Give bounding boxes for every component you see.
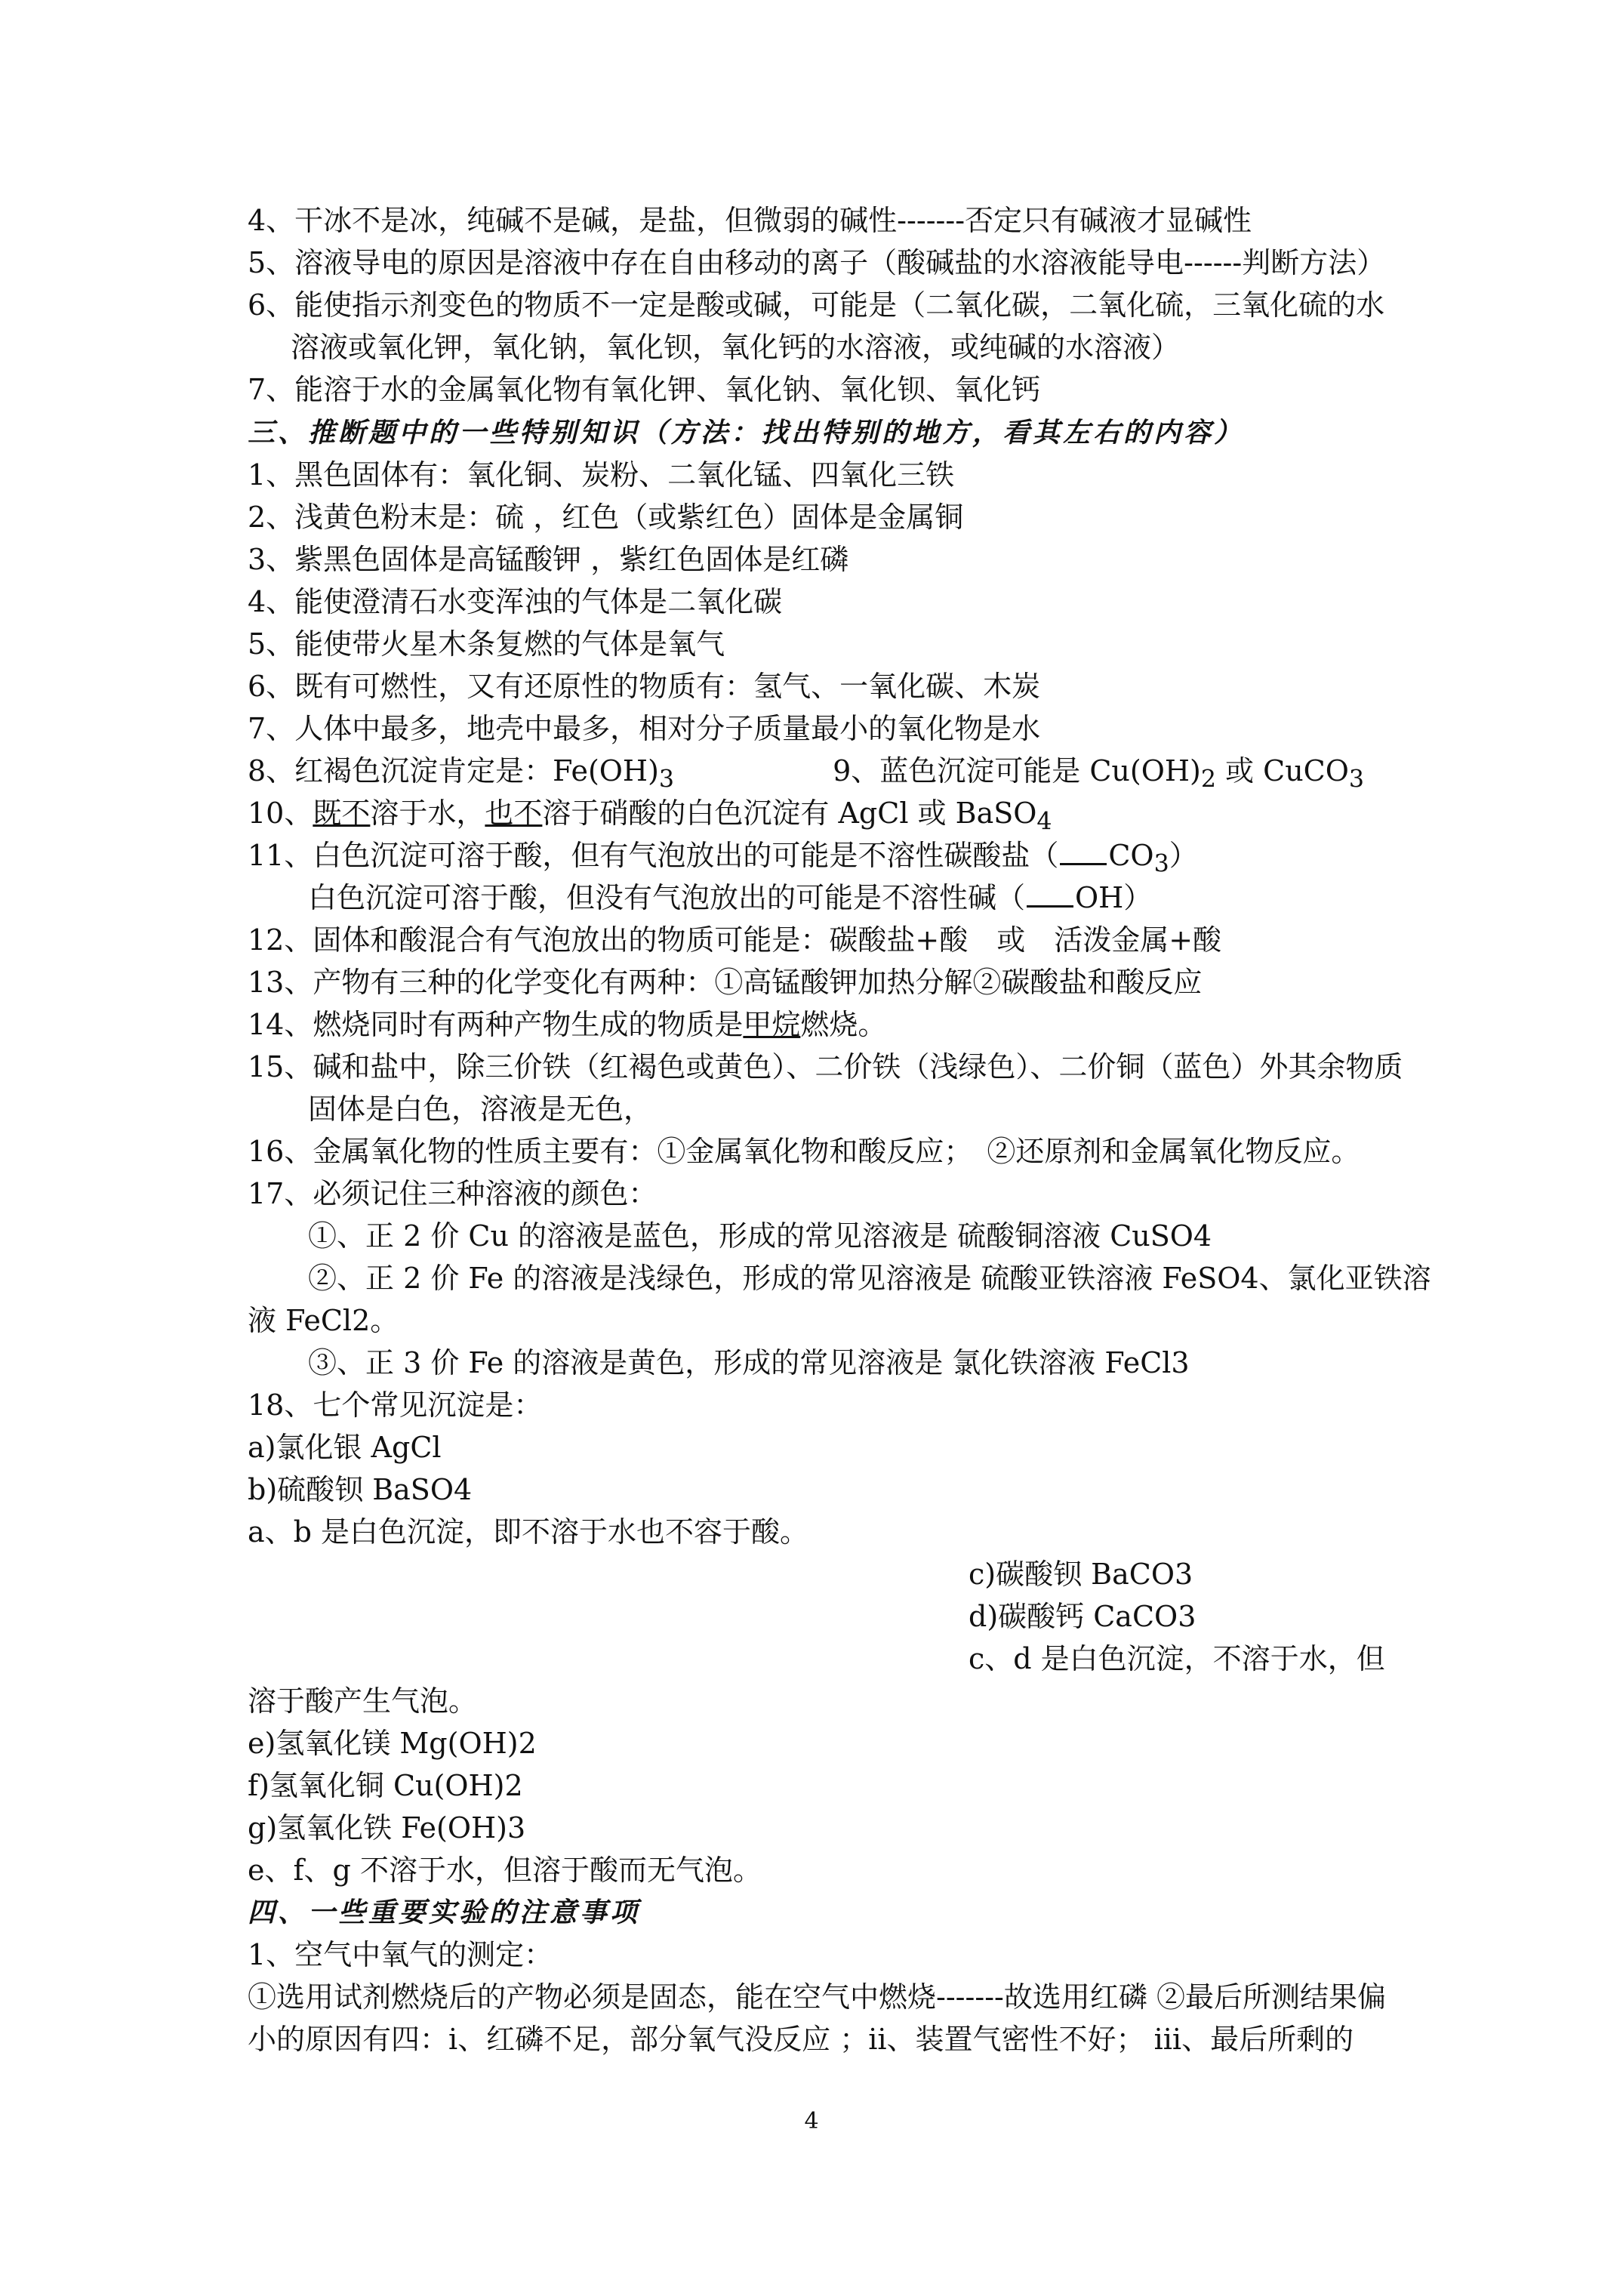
text-line: e、f、g 不溶于水，但溶于酸而无气泡。 [248,1854,762,1887]
text-line: ②、正 2 价 Fe 的溶液是浅绿色，形成的常见溶液是 硫酸亚铁溶液 FeSO4、氯化亚铁溶 [308,1262,1431,1295]
text-line: ①、正 2 价 Cu 的溶液是蓝色，形成的常见溶液是 硫酸铜溶液 CuSO4 [308,1219,1212,1253]
text-span: 白色沉淀可溶于酸，但没有气泡放出的可能是不溶性碱（ [308,881,1026,914]
text-line: 16、金属氧化物的性质主要有：①金属氧化物和酸反应； ②还原剂和金属氧化物反应。 [248,1135,1360,1168]
fill-blank [1060,840,1107,865]
text-line: a)氯化银 AgCl [248,1431,442,1464]
page-number: 4 [804,2108,819,2134]
text-span: 14、燃烧同时有两种产物生成的物质是 [248,1008,744,1041]
text-line: 3、紫黑色固体是高锰酸钾 ，紫红色固体是红磷 [248,543,849,576]
text-line: e)氢氧化镁 Mg(OH)2 [248,1727,537,1760]
text-line: 12、固体和酸混合有气泡放出的物质可能是：碳酸盐+酸 或 活泼金属+酸 [248,923,1222,957]
subscript: 4 [1036,808,1052,836]
text-line [248,1006,886,1043]
underlined-text: 也不 [485,797,543,830]
text-line: 液 FeCl2。 [248,1304,399,1337]
text-line [308,880,1152,916]
underlined-text: 既不 [313,797,371,830]
text-line: 2、浅黄色粉末是：硫 ，红色（或紫红色）固体是金属铜 [248,501,964,534]
text-line: 固体是白色，溶液是无色， [308,1093,653,1126]
text-span: ） [1169,839,1198,872]
text-line: f)氢氧化铜 Cu(OH)2 [248,1769,523,1802]
text-span: 8、红褐色沉淀肯定是：Fe(OH) [248,754,659,787]
subscript: 3 [658,766,675,794]
text-line: 6、能使指示剂变色的物质不一定是酸或碱，可能是（二氧化碳，二氧化硫，三氧化硫的水 [248,288,1385,322]
text-span: 9、蓝色沉淀可能是 Cu(OH) [833,754,1201,787]
text-span: 燃烧。 [800,1008,887,1041]
text-line: d)碳酸钙 CaCO3 [969,1600,1196,1633]
fill-blank [1027,883,1073,908]
text-line: 5、溶液导电的原因是溶液中存在自由移动的离子（酸碱盐的水溶液能导电------判断方法） [248,246,1386,279]
text-line: 小的原因有四：ⅰ、红磷不足，部分氧气没反应 ；ⅱ、装置气密性不好； ⅲ、最后所剩的 [248,2023,1354,2056]
text-line: 15、碱和盐中，除三价铁（红褐色或黄色）、二价铁（浅绿色）、二价铜（蓝色）外其余物质 [248,1050,1403,1083]
text-span: 溶于硝酸的白色沉淀有 AgCl 或 BaSO [542,797,1037,830]
text-line: 4、干冰不是冰，纯碱不是碱，是盐，但微弱的碱性-------否定只有碱液才显碱性 [248,204,1252,237]
section-heading: 四、一些重要实验的注意事项 [248,1897,641,1928]
text-line: 5、能使带火星木条复燃的气体是氧气 [248,627,725,661]
text-span: 或 CuCO [1215,754,1349,787]
text-line: 13、产物有三种的化学变化有两种：①高锰酸钾加热分解②碳酸盐和酸反应 [248,966,1203,999]
text-line: 18、七个常见沉淀是： [248,1388,543,1422]
text-line: 1、黑色固体有：氧化铜、炭粉、二氧化锰、四氧化三铁 [248,458,955,492]
text-span: OH） [1075,881,1153,914]
text-line: c、d 是白色沉淀，不溶于水，但 [969,1642,1385,1675]
text-line [248,837,1198,883]
subscript: 3 [1348,766,1365,794]
text-line: 溶于酸产生气泡。 [248,1684,478,1718]
text-line: b)硫酸钡 BaSO4 [248,1473,473,1506]
text-span: 10、 [248,797,313,830]
section-heading: 三、推断题中的一些特别知识（方法：找出特别的地方，看其左右的内容） [248,417,1245,448]
text-line: c)碳酸钡 BaCO3 [969,1558,1193,1591]
text-line [248,753,1364,798]
text-line: 17、必须记住三种溶液的颜色： [248,1177,658,1210]
subscript: 3 [1153,850,1169,878]
text-line [248,795,1052,840]
text-line: 1、空气中氧气的测定： [248,1938,553,1971]
text-line: a、b 是白色沉淀，即不溶于水也不容于酸。 [248,1515,809,1549]
text-line: 4、能使澄清石水变浑浊的气体是二氧化碳 [248,585,783,618]
subscript: 2 [1200,766,1216,794]
text-line: 6、既有可燃性，又有还原性的物质有：氢气、一氧化碳、木炭 [248,670,1041,703]
text-line: ③、正 3 价 Fe 的溶液是黄色，形成的常见溶液是 氯化铁溶液 FeCl3 [308,1346,1190,1379]
text-span: CO [1108,839,1154,872]
text-line: 溶液或氧化钾，氧化钠，氧化钡，氧化钙的水溶液，或纯碱的水溶液） [291,331,1181,364]
text-line: g)氢氧化铁 Fe(OH)3 [248,1811,526,1845]
text-line: 7、人体中最多，地壳中最多，相对分子质量最小的氧化物是水 [248,712,1041,745]
text-line: ①选用试剂燃烧后的产物必须是固态，能在空气中燃烧-------故选用红磷 ②最后所测结果偏 [248,1980,1386,2014]
text-line: 7、能溶于水的金属氧化物有氧化钾、氧化钠、氧化钡、氧化钙 [248,373,1041,406]
text-span: 溶于水， [370,797,485,830]
underlined-text: 甲烷 [743,1008,801,1041]
text-span: 11、白色沉淀可溶于酸，但有气泡放出的可能是不溶性碳酸盐（ [248,839,1059,872]
